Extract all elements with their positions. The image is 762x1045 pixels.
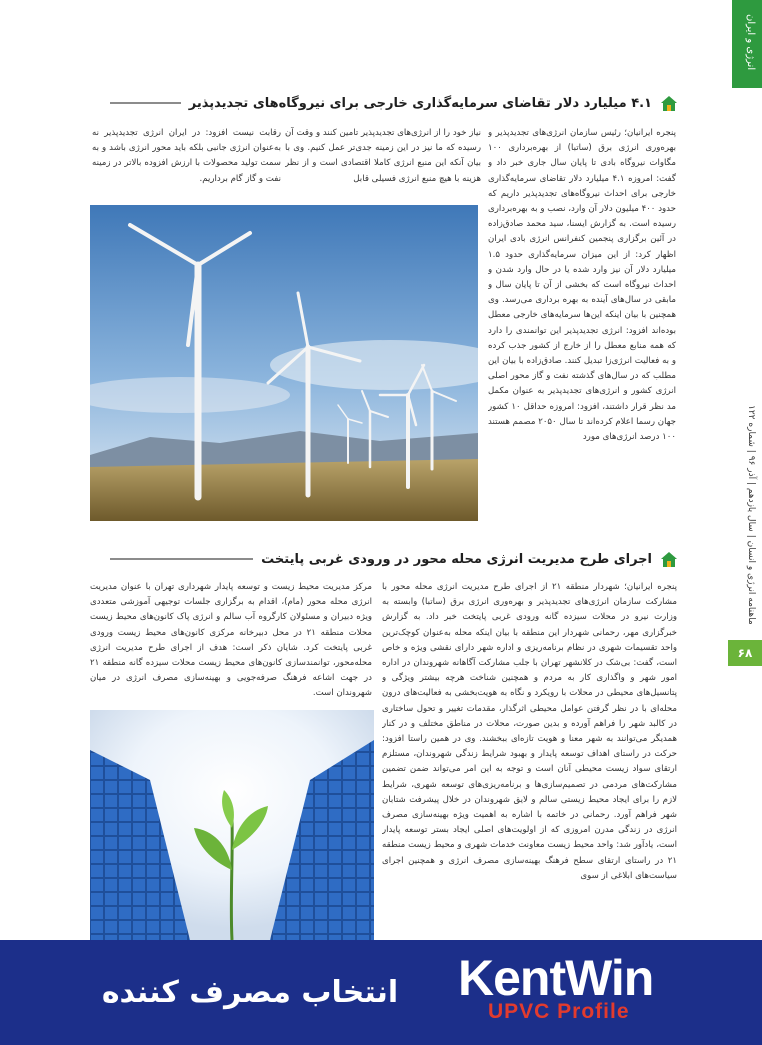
page-number: ۶۸: [728, 640, 762, 666]
brand-tagline: UPVC Profile: [488, 1000, 630, 1023]
title-rule: [110, 102, 181, 104]
issue-info: ماهنامه انرژی و انسان | سال یازدهم | آذر ۹۶ | شماره ۱۲۲: [746, 405, 756, 625]
brand-logo: KentWin: [458, 950, 654, 1006]
ad-slogan: انتخاب مصرف کننده: [101, 975, 399, 1010]
section-label: انرژی و ایران: [745, 14, 756, 71]
article-2-column-left: مرکز مدیریت محیط زیست و توسعه پایدار شهرداری تهران با عنوان مدیریت انرژی محله محور (مام)، اقدام به برگزاری جلسات توجیهی آموزشی متعددی ویژه دبیران و مسئولان کارگروه آب سالم و انرژی پاک کانون‌های محیط زیست محلات منطقه ۲۱ در محل دبیرخانه مرکزی کانون‌های محیط زیست ورودی غربی پایتخت کرد. شایان ذکر است: هدف از اجرای طرح مدیریت انرژی محله‌محور، توانمندسازی کانون‌های محیط زیست محلات سیزده گانه منطقه ۲۱ در جهت اشاعه فرهنگ صرفه‌جویی و بهینه‌سازی مصرف انرژی در میان شهروندان است.: [90, 582, 372, 699]
house-icon: [660, 94, 678, 112]
wind-turbines-photo: [90, 205, 478, 521]
article-1-title: ۴.۱ میلیارد دلار تقاضای سرمایه‌گذاری خارجی برای نیروگاه‌های تجدیدپذیر: [188, 95, 652, 111]
article-1-column-middle: نیاز خود را از انرژی‌های تجدیدپذیر تامین کنند و وقت آن رسیده که ما نیز در این زمینه جدی‌تر عمل کنیم. وی با بیان آنکه این منبع انرژی کاملا اقتصادی است و از نظر هزینه با هیچ منبع انرژی فسیلی قابل: [285, 128, 481, 184]
article-2-column-right: پنجره ایرانیان؛ شهردار منطقه ۲۱ از اجرای طرح مدیریت انرژی محله محور با مشارکت سازمان انرژی‌های تجدیدپذیر و بهره‌وری انرژی برق (ساتبا) وابسته به وزارت نیرو در محلات سیزده گانه ورودی غربی پایتخت خبر داد. به گزارش خبرگزاری مهر، رحمانی شهردار این منطقه با بیان اینکه محله به‌عنوان کوچک‌ترین واحد تقسیمات شهری در نظام برنامه‌ریزی و اداره شهر دارای نقشی ویژه و خاص است، گفت: بی‌شک در کلانشهر تهران با جلب مشارکت آگاهانه شهروندان در اداره امور شهر و واگذاری کار به مردم و همچنین شناخت هرچه بیشتر ویژگی و پتانسیل‌های محیطی در محلات با رویکرد و نگاه به هویت‌بخشی به فعالیت‌های درون محله‌ای با در نظر گرفتن عوامل محیطی اثرگذار، مقدمات تغییر و تحول ساختاری در کالبد شهر را فراهم آورده و بدین صورت، محلات در مناطق مختلف و در کنار همدیگر می‌توانند به شهر معنا و هویت تازه‌ای ببخشند. وی در همین راستا افزود: حرکت در راستای اهداف توسعه پایدار و بهبود شرایط زندگی شهروندان، مستلزم ارتقای سواد زیست محیطی آنان است و توجه به این امر می‌تواند ضمن تضمین مشارکت‌های مردمی در تصمیم‌سازی‌ها و برنامه‌ریزی‌های توسعه شهری، شرایط لازم را برای ایجاد محیط زیستی سالم و لایق شهروندان در خلال پیشرفت شتابان شهر فراهم آورد. رحمانی در خاتمه با اشاره به اهمیت ویژه بهینه‌سازی مصرف انرژی در زندگی مدرن امروزی که از اولویت‌های اصلی ایجاد بستر توسعه پایدار است، یادآور شد: واحد محیط زیست معاونت خدمات شهری و محیط زیست منطقه ۲۱ در راستای ارتقای سطح فرهنگ بهینه‌سازی مصرف انرژی و همچنین اجرای سیاست‌های ابلاغی از سوی: [382, 582, 677, 881]
solar-panels-photo: [90, 710, 374, 940]
article-1-column-left: رقابت نیست افزود: در ایران انرژی تجدیدپذیر نه به‌عنوان انرژی جانبی بلکه باید محور انرژی باشد و به سمت تولید محصولات با ارزش افزوده بالاتر در زمینه نفت و گاز گام برداریم.: [92, 128, 281, 184]
article-1-headline: [110, 91, 678, 115]
article-1-column-right: پنجره ایرانیان؛ رئیس سازمان انرژی‌های تجدیدپذیر و بهره‌وری انرژی برق (ساتبا) از بهره‌برداری ۱۰۰ مگاوات نیروگاه بادی تا پایان سال جاری خبر داد و گفت: امروزه ۴.۱ میلیارد دلار تقاضای سرمایه‌گذاری خارجی برای احداث نیروگاه‌های تجدیدپذیر داریم که حدود ۴۰۰ میلیون دلار آن وارد، نصب و به بهره‌برداری رسیده است. به گزارش ایسنا، سید محمد صادق‌زاده در آئین برگزاری پنجمین کنفرانس انرژی بادی ایران اظهار کرد: از این میزان سرمایه‌گذاری حدود ۱.۵ میلیارد دلار آن نیز وارد شده یا در حال وارد شدن و احداث نیروگاه است که بخشی از آن تا پایان سال و مابقی در سال‌های آینده به بهره برداری می‌رسد. وی همچنین با بیان اینکه این‌ها سرمایه‌های خارجی معطل بوده‌اند افزود: انرژی تجدیدپذیر این توانمندی را دارد که همه منابع معطل را از خارج از کشور جذب کرده و به فعالیت انرژی‌زا تبدیل کنند. صادق‌زاده با بیان این مطلب که در سال‌های گذشته نفت و گاز محور اصلی انرژی کشور و انرژی‌های تجدیدپذیر به عنوان مکمل مد نظر قرار داشتند، افزود: امروزه حداقل ۱۰ کشور جهان رسما اعلام کرده‌اند تا سال ۲۰۵۰ مصمم هستند ۱۰۰ درصد انرژی‌های مورد: [488, 128, 676, 443]
article-2-title: اجرای طرح مدیریت انرژی محله محور در ورودی غربی پایتخت: [261, 551, 652, 567]
section-tab: [732, 0, 762, 88]
title-rule: [110, 558, 253, 560]
house-icon: [660, 550, 678, 568]
article-2-headline: [110, 547, 678, 571]
